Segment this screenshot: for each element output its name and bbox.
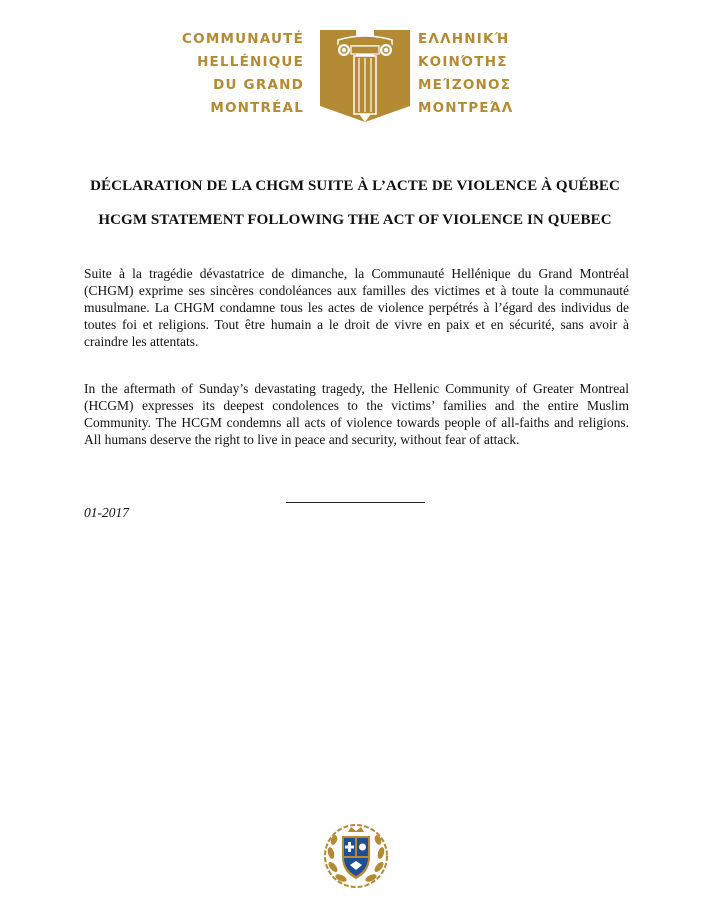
org-name-line: DU GRAND xyxy=(213,77,304,93)
org-name-line: ΜΟΝΤΡΕΆΛ xyxy=(418,100,514,116)
org-name-line: ΕΛΛΗΝΙΚΉ xyxy=(418,31,510,47)
org-name-french xyxy=(182,28,304,120)
statement-date: 01-2017 xyxy=(84,505,129,520)
laurel-crest-seal-icon xyxy=(323,823,389,889)
ionic-column-book-icon xyxy=(318,26,412,126)
letterhead xyxy=(0,24,710,124)
signature-line xyxy=(286,502,425,503)
org-name-greek xyxy=(418,28,513,120)
statement-body-english: In the aftermath of Sunday’s devastating tragedy, the Hellenic Community of Greater Montreal (HCGM) expresses its deepest condolences to the victims’ families and the entire Muslim Community. The HCGM condemns all acts of violence towards people of all-faiths and religions. All humans deserve the right to live in peace and security, without fear of attack. xyxy=(84,381,629,447)
org-name-line: HELLÉNIQUE xyxy=(197,54,304,70)
org-name-line: MONTRÉAL xyxy=(210,100,304,116)
statement-title-french: DÉCLARATION DE LA CHGM SUITE À L’ACTE DE VIOLENCE À QUÉBEC xyxy=(90,178,620,194)
statement-body-french: Suite à la tragédie dévastatrice de dimanche, la Communauté Hellénique du Grand Montréal (CHGM) exprime ses sincères condoléances aux familles des victimes et à toute la communauté musulmane. La CHGM condamne tous les actes de violence perpétrés à l’égard des individus de toutes foi et religions. Tout être humain a le droit de vivre en paix et en sécurité, sans avoir à craindre les attentats. xyxy=(84,266,629,349)
org-name-line: ΜΕΊΖΟΝΟΣ xyxy=(418,77,512,93)
org-name-line: ΚΟΙΝΌΤΗΣ xyxy=(418,54,508,70)
statement-title-english: HCGM STATEMENT FOLLOWING THE ACT OF VIOLENCE IN QUEBEC xyxy=(98,212,612,228)
org-name-line: COMMUNAUTÉ xyxy=(182,31,304,47)
